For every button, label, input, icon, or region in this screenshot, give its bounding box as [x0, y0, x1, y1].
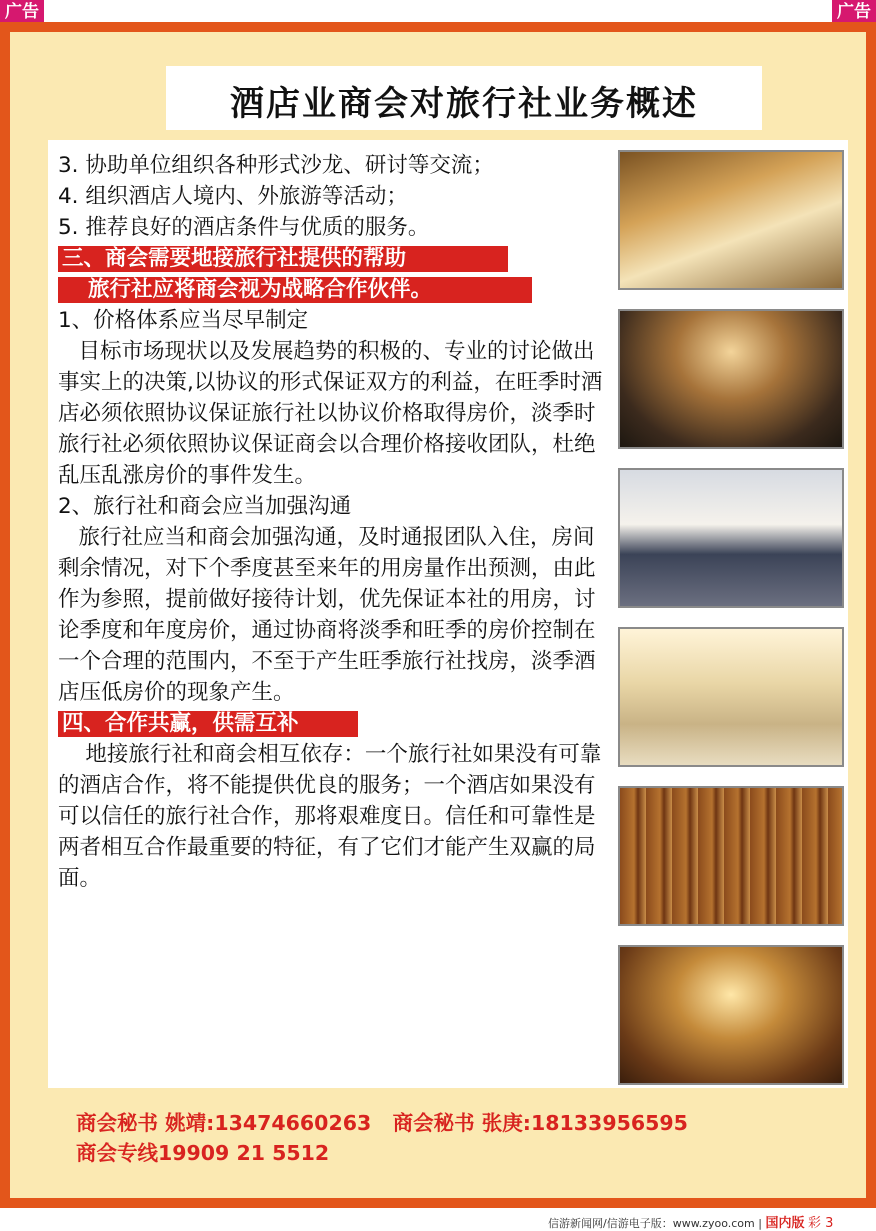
- page-footer: 信游新闻网/信游电子版：www.zyoo.com | 国内版 彩 3: [548, 1216, 834, 1231]
- section-4-heading: 四、合作共赢，供需互补: [58, 711, 358, 737]
- secretary-yao: 商会秘书 姚靖:13474660263: [76, 1111, 372, 1135]
- hotel-lounge-photo: [618, 309, 844, 449]
- section-3-heading: 三、商会需要地接旅行社提供的帮助: [58, 246, 508, 272]
- secretary-zhang: 商会秘书 张庚:18133956595: [392, 1111, 688, 1135]
- photo-column: [618, 150, 844, 1104]
- item-4: 4. 组织酒店人境内、外旅游等活动；: [58, 184, 408, 209]
- hotline: 商会专线19909 21 5512: [76, 1141, 330, 1165]
- hotel-hall-photo: [618, 627, 844, 767]
- item-5: 5. 推荐良好的酒店条件与优质的服务。: [58, 215, 430, 240]
- subsection-2-body: 旅行社应当和商会加强沟通，及时通报团队入住，房间剩余情况，对下个季度甚至来年的用房量作出预测，由此作为参照，提前做好接待计划，优先保证本社的用房，讨论季度和年度房价，通过协商将淡季和旺季的房价控制在一个合理的范围内，不至于产生旺季旅行社找房，淡季酒店压低房价的现象产生。: [58, 525, 596, 705]
- banquet-hall-photo: [618, 945, 844, 1085]
- content-panel: [10, 32, 866, 1198]
- item-3: 3. 协助单位组织各种形式沙龙、研讨等交流；: [58, 153, 494, 178]
- subsection-1-title: 1、价格体系应当尽早制定: [58, 308, 309, 333]
- edition-label: 国内版: [765, 1216, 805, 1231]
- function-room-photo: [618, 786, 844, 926]
- section-4-body: 地接旅行社和商会相互依存：一个旅行社如果没有可靠的酒店合作，将不能提供优良的服务；一个酒店如果没有可以信任的旅行社合作，那将艰难度日。信任和可靠性是两者相互合作最重要的特征，有了它们才能产生双赢的局面。: [58, 742, 602, 891]
- conference-room-photo: [618, 468, 844, 608]
- article-body: [48, 140, 848, 1088]
- page-title: 酒店业商会对旅行社业务概述: [230, 84, 698, 124]
- ad-label-right: 广告: [832, 0, 876, 24]
- page-frame: [0, 22, 876, 1208]
- subsection-2-title: 2、旅行社和商会应当加强沟通: [58, 494, 352, 519]
- page-number: 彩 3: [807, 1216, 834, 1231]
- section-3-subheading: 旅行社应将商会视为战略合作伙伴。: [58, 277, 532, 303]
- ad-label-left: 广告: [0, 0, 44, 24]
- hotel-lobby-photo: [618, 150, 844, 290]
- footer-sites: 信游新闻网/信游电子版：www.zyoo.com: [548, 1217, 755, 1230]
- subsection-1-body: 目标市场现状以及发展趋势的积极的、专业的讨论做出事实上的决策,以协议的形式保证双方的利益，在旺季时酒店必须依照协议保证旅行社以协议价格取得房价，淡季时旅行社必须依照协议保证商会以合理价格接收团队，杜绝乱压乱涨房价的事件发生。: [58, 339, 603, 488]
- title-box: [166, 66, 762, 130]
- article-text: [58, 150, 608, 894]
- contact-block: [76, 1108, 688, 1168]
